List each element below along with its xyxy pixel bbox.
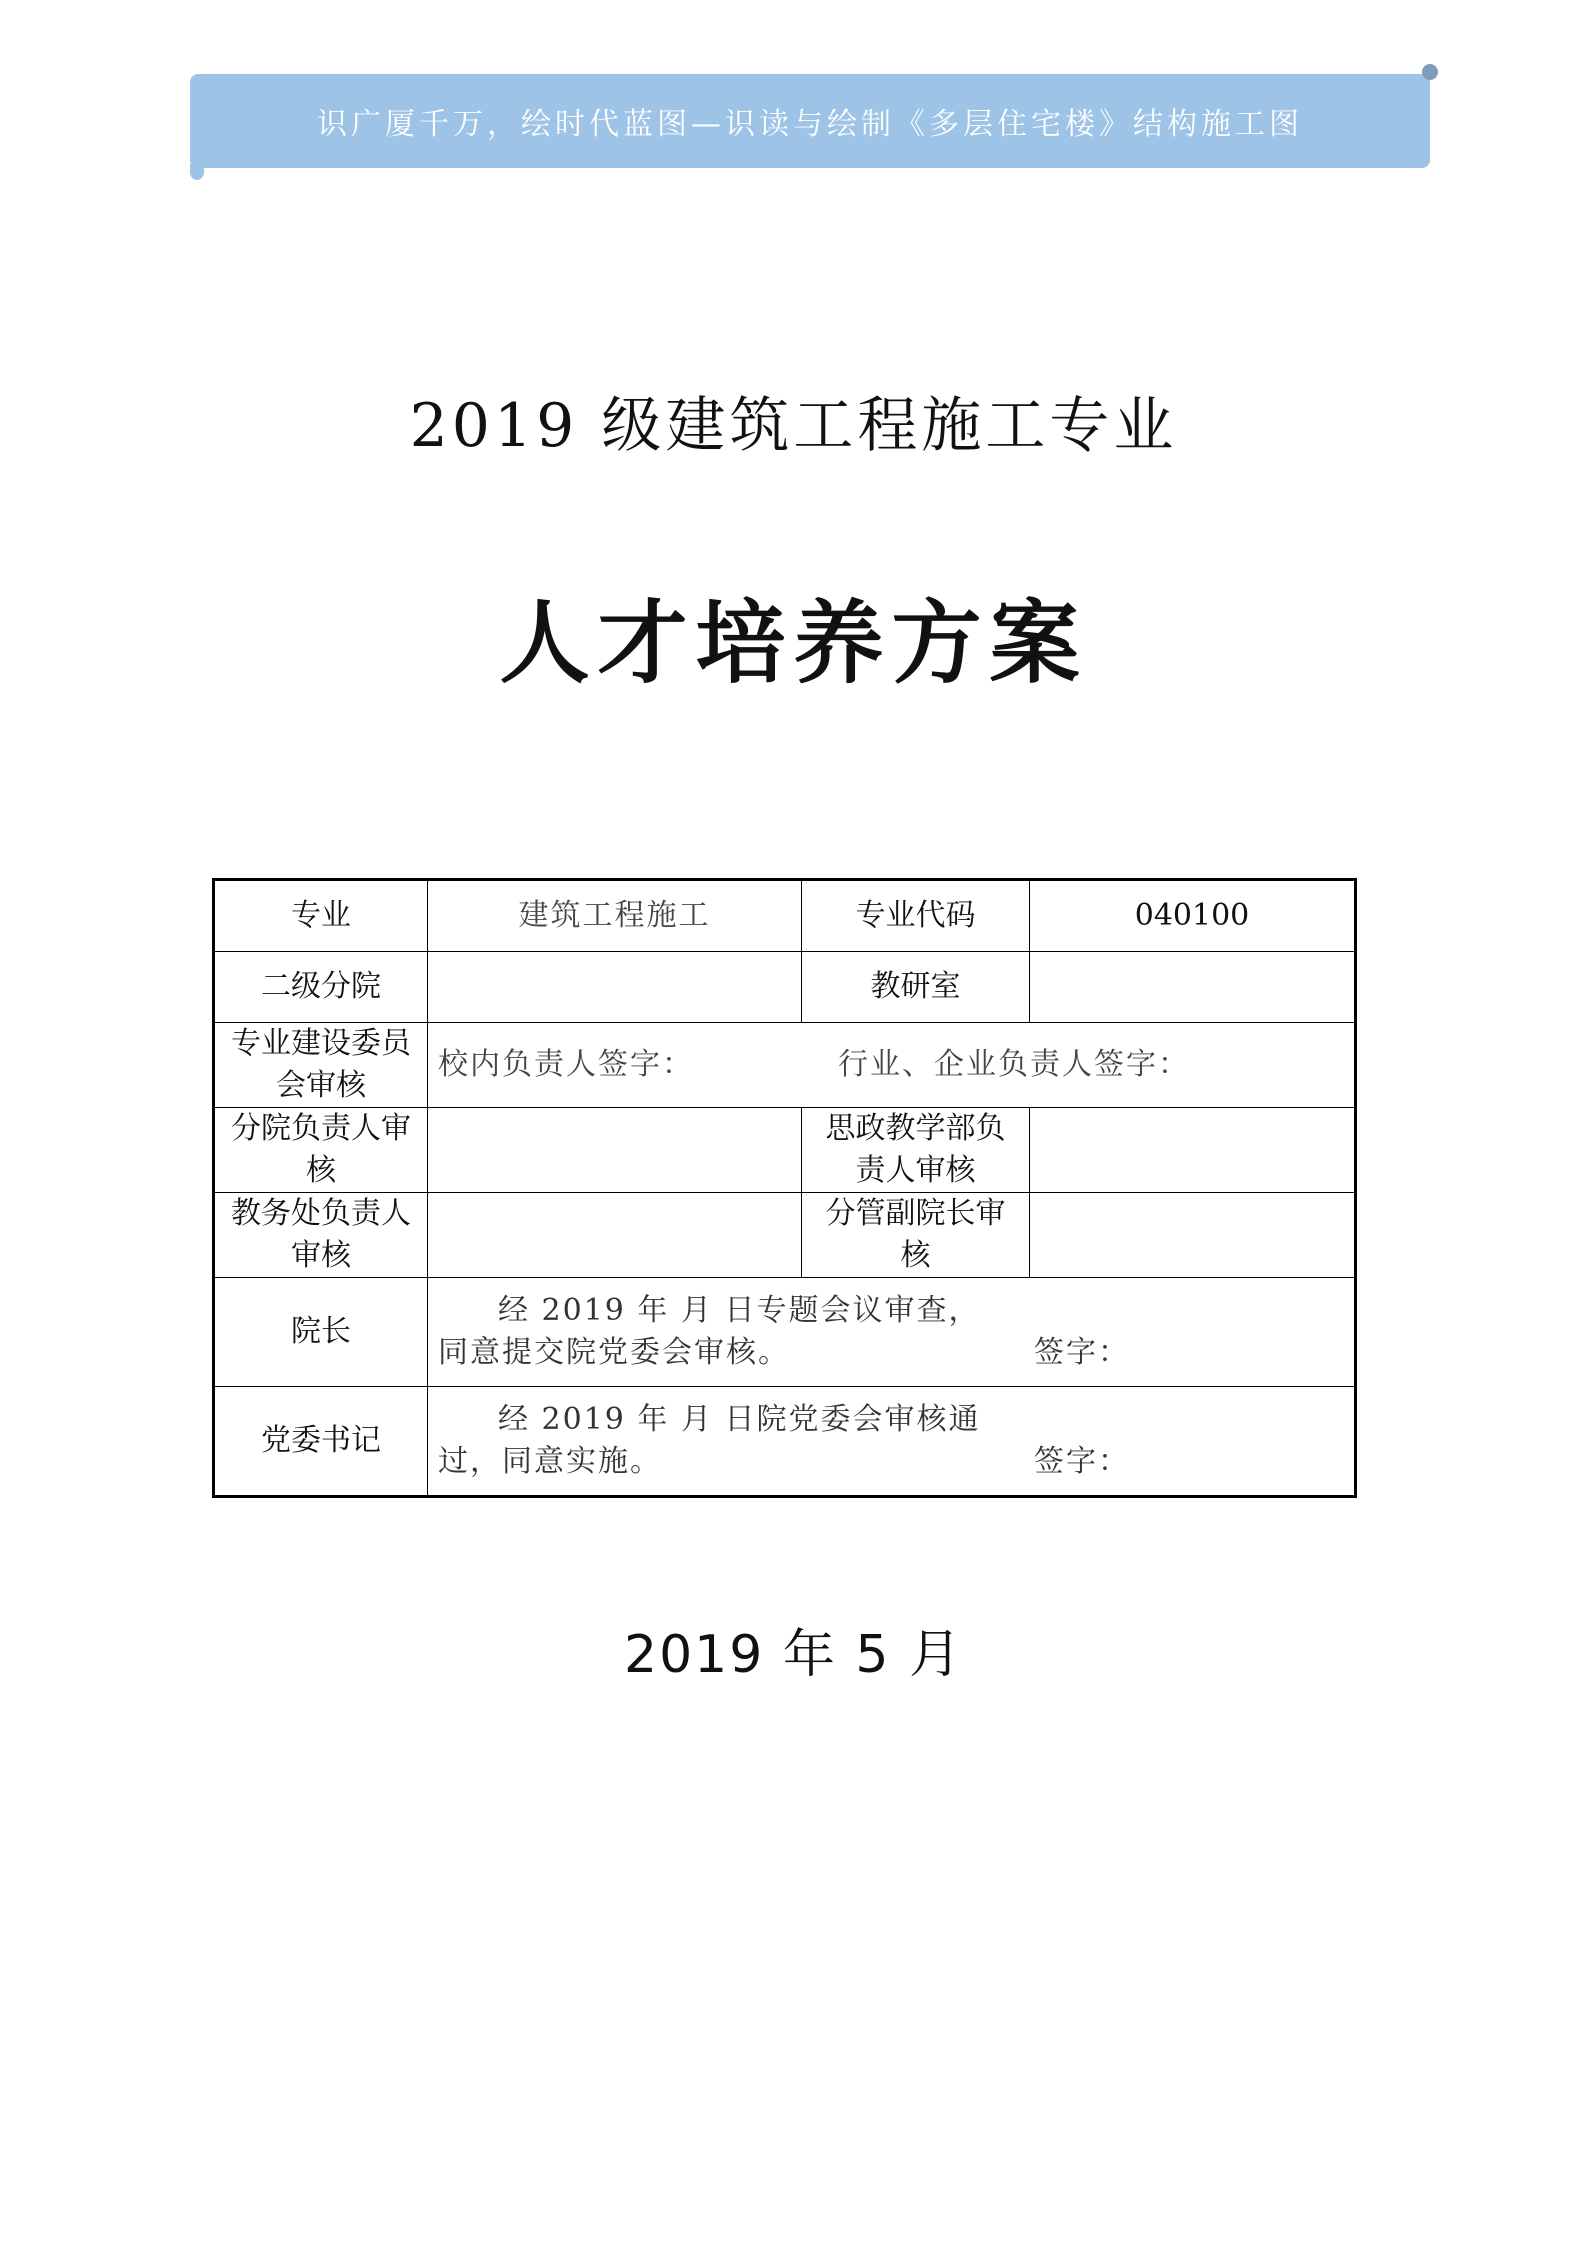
banner-corner-decoration-bottom bbox=[190, 164, 204, 180]
party-approval bbox=[428, 1387, 1356, 1497]
academic-label: 教务处负责人审核 bbox=[214, 1193, 428, 1278]
academic-value bbox=[428, 1193, 802, 1278]
ideology-value bbox=[1030, 1108, 1356, 1193]
cover-date: 2019 年 5 月 bbox=[623, 1625, 963, 1685]
cover-title-line1: 2019 级建筑工程施工专业 bbox=[409, 391, 1178, 461]
branch-value bbox=[428, 952, 802, 1023]
office-value bbox=[1030, 952, 1356, 1023]
party-text-line2: 过，同意实施。 bbox=[438, 1444, 662, 1479]
form-row-party bbox=[214, 1387, 1356, 1497]
approval-form-table bbox=[212, 878, 1357, 1498]
branch-head-value bbox=[428, 1108, 802, 1193]
president-label: 院长 bbox=[214, 1278, 428, 1387]
president-sign: 签字： bbox=[1034, 1335, 1130, 1370]
branch-head-label: 分院负责人审核 bbox=[214, 1108, 428, 1193]
party-label: 党委书记 bbox=[214, 1387, 428, 1497]
committee-internal-sign: 校内负责人签字： bbox=[438, 1047, 694, 1082]
form-row-president bbox=[214, 1278, 1356, 1387]
form-row-committee bbox=[214, 1023, 1356, 1108]
major-value: 建筑工程施工 bbox=[428, 880, 802, 952]
party-sign: 签字： bbox=[1034, 1444, 1130, 1479]
header-banner bbox=[190, 74, 1430, 168]
vice-president-label: 分管副院长审核 bbox=[802, 1193, 1030, 1278]
president-approval bbox=[428, 1278, 1356, 1387]
branch-label: 二级分院 bbox=[214, 952, 428, 1023]
vice-president-value bbox=[1030, 1193, 1356, 1278]
major-code-label: 专业代码 bbox=[802, 880, 1030, 952]
major-code-value: 040100 bbox=[1030, 880, 1356, 952]
banner-corner-decoration bbox=[1422, 64, 1438, 80]
committee-signatures bbox=[428, 1023, 1356, 1108]
major-label: 专业 bbox=[214, 880, 428, 952]
form-row-academic bbox=[214, 1193, 1356, 1278]
party-text-line1: 经 2019 年 月 日院党委会审核通 bbox=[498, 1402, 981, 1437]
office-label: 教研室 bbox=[802, 952, 1030, 1023]
cover-title-line2: 人才培养方案 bbox=[499, 591, 1088, 696]
form-row-branch-head bbox=[214, 1108, 1356, 1193]
banner-text: 识广厦千万，绘时代蓝图—识读与绘制《多层住宅楼》结构施工图 bbox=[317, 107, 1303, 142]
committee-industry-sign: 行业、企业负责人签字： bbox=[838, 1047, 1190, 1082]
president-text-line2: 同意提交院党委会审核。 bbox=[438, 1335, 790, 1370]
form-row-major bbox=[214, 880, 1356, 952]
form-row-branch bbox=[214, 952, 1356, 1023]
committee-label: 专业建设委员会审核 bbox=[214, 1023, 428, 1108]
ideology-label: 思政教学部负责人审核 bbox=[802, 1108, 1030, 1193]
president-text-line1: 经 2019 年 月 日专题会议审查， bbox=[498, 1293, 981, 1328]
